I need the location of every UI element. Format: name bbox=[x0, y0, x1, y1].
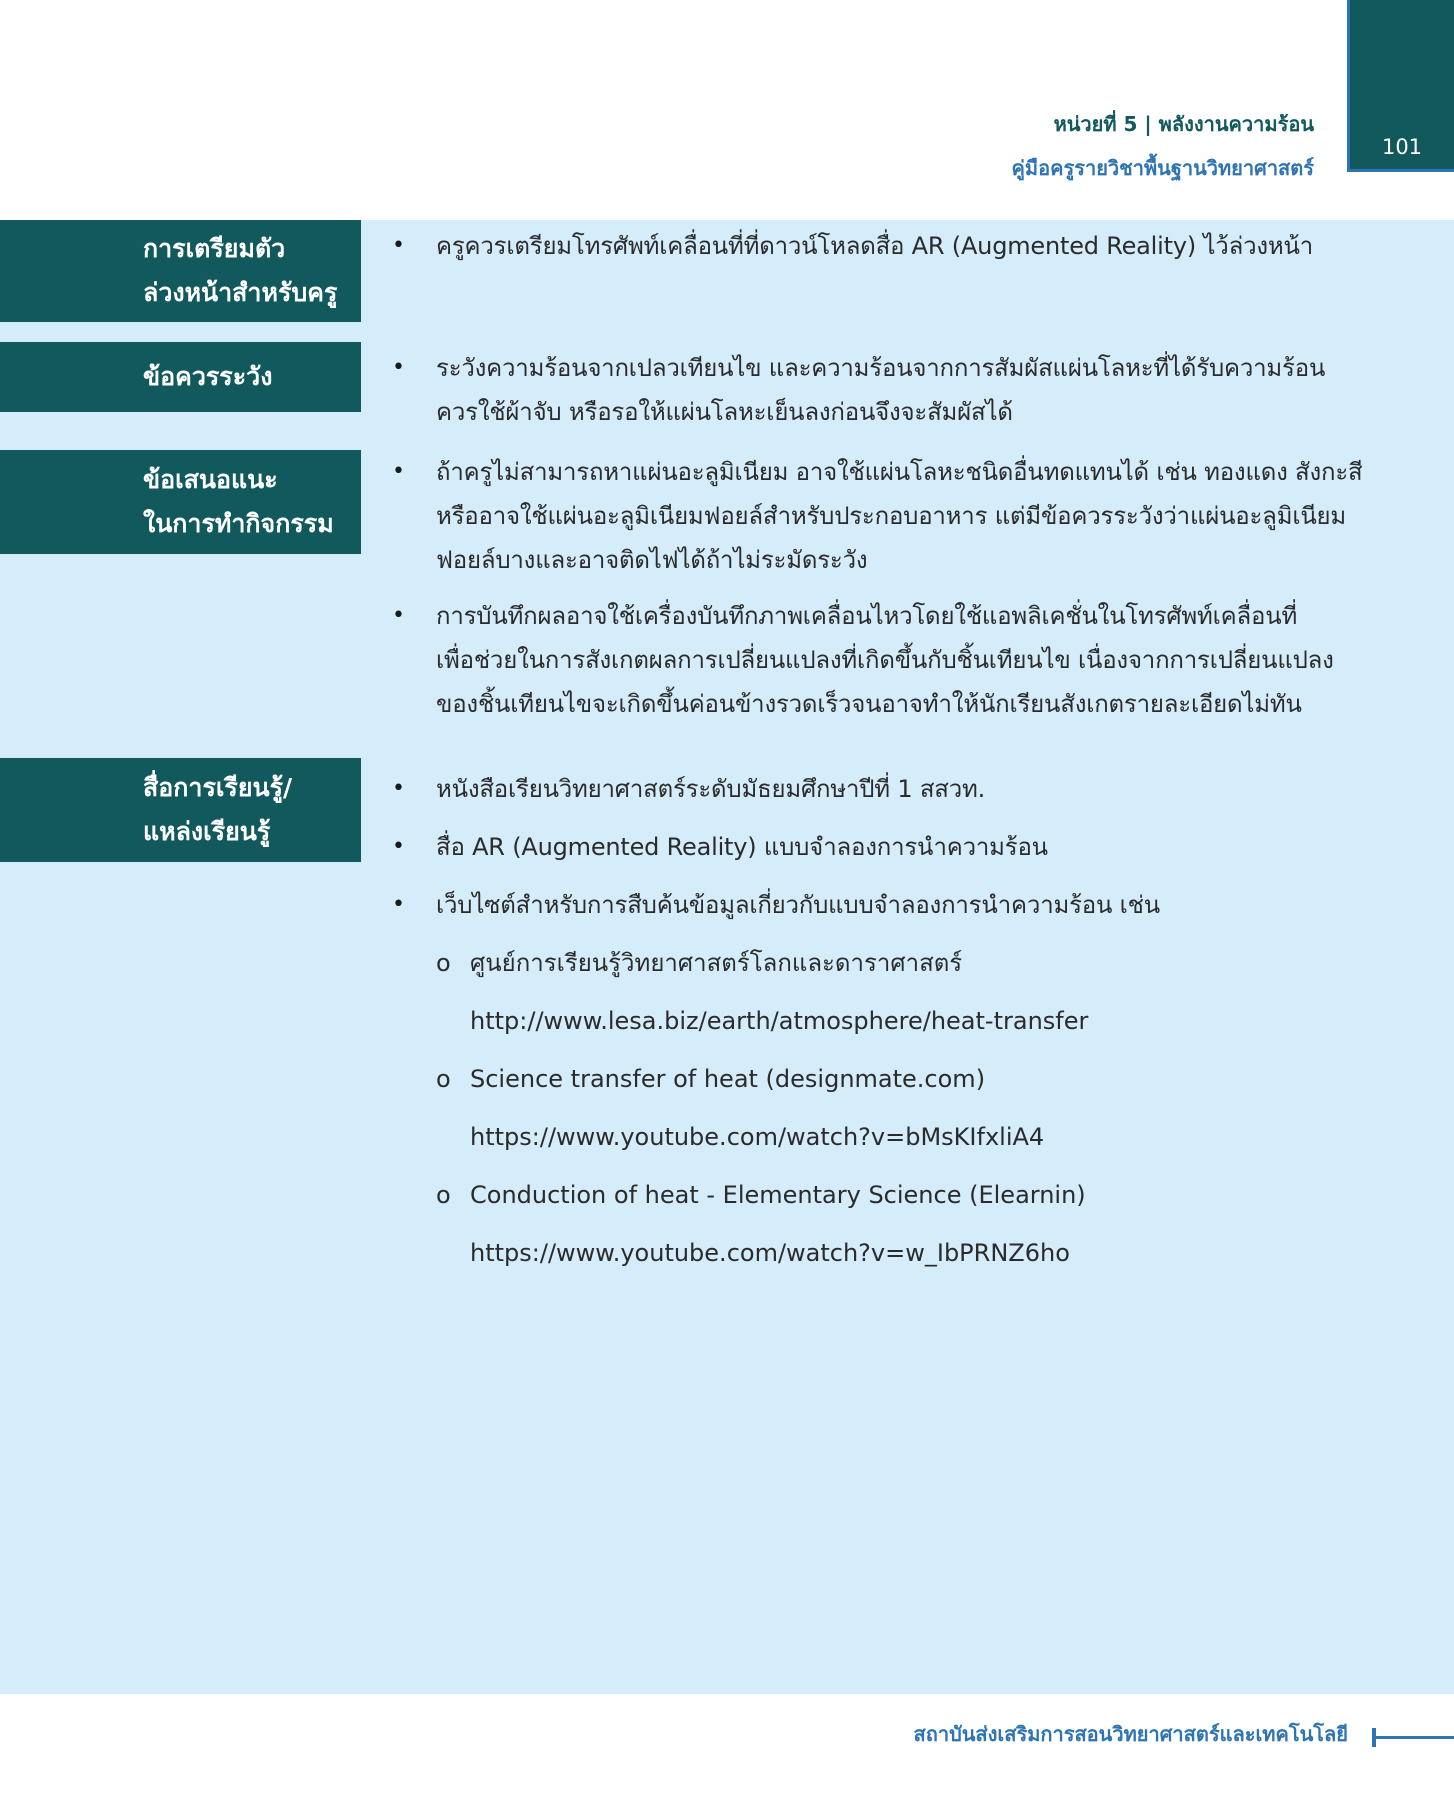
bullet-text: ครูควรเตรียมโทรศัพท์เคลื่อนที่ที่ดาวน์โหลดสื่อ AR (Augmented Reality) ไว้ล่วงหน้า bbox=[436, 232, 1313, 260]
unit-title: หน่วยที่ 5 | พลังงานความร้อน bbox=[1053, 112, 1314, 136]
bullet-icon: • bbox=[392, 459, 405, 484]
bullet-item bbox=[388, 818, 1388, 876]
resource-title: Conduction of heat - Elementary Science (Elearnin) bbox=[470, 1181, 1086, 1209]
bullet-icon: • bbox=[392, 834, 405, 859]
section-body-precautions bbox=[388, 346, 1388, 434]
footer-rule bbox=[1372, 1736, 1454, 1739]
section-body-teacher-preparation bbox=[388, 224, 1388, 268]
resource-title: Science transfer of heat (designmate.com) bbox=[470, 1065, 986, 1093]
bullet-text: ถ้าครูไม่สามารถหาแผ่นอะลูมิเนียม อาจใช้แผ่นโลหะชนิดอื่นทดแทนได้ เช่น ทองแดง สังกะสี bbox=[436, 458, 1363, 486]
resource-item-elearnin bbox=[388, 1166, 1388, 1224]
sub-bullet-icon: o bbox=[436, 949, 451, 977]
bullet-item bbox=[388, 594, 1388, 726]
bullet-icon: • bbox=[392, 603, 405, 628]
bullet-text: ควรใช้ผ้าจับ หรือรอให้แผ่นโลหะเย็นลงก่อนจึงจะสัมผัสได้ bbox=[436, 398, 1013, 426]
page-number-tab bbox=[1347, 0, 1454, 172]
sub-bullet-icon: o bbox=[436, 1181, 451, 1209]
label-line: การเตรียมตัว bbox=[143, 234, 286, 263]
resource-item-designmate bbox=[388, 1050, 1388, 1108]
label-line: ข้อเสนอแนะ bbox=[143, 465, 278, 494]
bullet-icon: • bbox=[392, 776, 405, 801]
bullet-text: การบันทึกผลอาจใช้เครื่องบันทึกภาพเคลื่อนไหวโดยใช้แอพลิเคชั่นในโทรศัพท์เคลื่อนที่ bbox=[436, 602, 1298, 630]
bullet-item bbox=[388, 346, 1388, 434]
label-line: ข้อควรระวัง bbox=[143, 362, 273, 391]
section-label-suggestions bbox=[0, 450, 361, 554]
bullet-text: ของชิ้นเทียนไขจะเกิดขึ้นค่อนข้างรวดเร็วจนอาจทำให้นักเรียนสังเกตรายละเอียดไม่ทัน bbox=[436, 690, 1302, 718]
bullet-text: หนังสือเรียนวิทยาศาสตร์ระดับมัธยมศึกษาปีที่ 1 สสวท. bbox=[436, 775, 986, 803]
sub-bullet-icon: o bbox=[436, 1065, 451, 1093]
section-body-learning-resources bbox=[388, 760, 1388, 1282]
page-number: 101 bbox=[1381, 135, 1423, 159]
section-label-precautions bbox=[0, 342, 361, 412]
book-title: คู่มือครูรายวิชาพื้นฐานวิทยาศาสตร์ bbox=[1011, 156, 1314, 180]
bullet-item bbox=[388, 224, 1388, 268]
bullet-text: เพื่อช่วยในการสังเกตผลการเปลี่ยนแปลงที่เกิดขึ้นกับชิ้นเทียนไข เนื่องจากการเปลี่ยนแปลง bbox=[436, 646, 1334, 674]
bullet-item bbox=[388, 450, 1388, 582]
label-line: ล่วงหน้าสำหรับครู bbox=[143, 278, 338, 307]
resource-url-lesa[interactable]: http://www.lesa.biz/earth/atmosphere/heat-transfer bbox=[470, 1007, 1089, 1035]
resource-url-designmate[interactable]: https://www.youtube.com/watch?v=bMsKIfxliA4 bbox=[470, 1123, 1045, 1151]
resource-title: ศูนย์การเรียนรู้วิทยาศาสตร์โลกและดาราศาสตร์ bbox=[470, 949, 963, 977]
label-line: ในการทำกิจกรรม bbox=[143, 509, 334, 538]
bullet-icon: • bbox=[392, 355, 405, 380]
section-body-suggestions bbox=[388, 450, 1388, 726]
section-label-teacher-preparation bbox=[0, 220, 361, 322]
bullet-item bbox=[388, 876, 1388, 934]
footer-institution: สถาบันส่งเสริมการสอนวิทยาศาสตร์และเทคโนโลยี bbox=[913, 1722, 1348, 1746]
section-label-learning-resources bbox=[0, 758, 361, 862]
bullet-text: ระวังความร้อนจากเปลวเทียนไข และความร้อนจากการสัมผัสแผ่นโลหะที่ได้รับความร้อน bbox=[436, 354, 1326, 382]
resource-item-lesa bbox=[388, 934, 1388, 992]
bullet-item bbox=[388, 760, 1388, 818]
label-line: แหล่งเรียนรู้ bbox=[143, 817, 271, 846]
bullet-icon: • bbox=[392, 233, 405, 258]
bullet-icon: • bbox=[392, 892, 405, 917]
bullet-text: หรืออาจใช้แผ่นอะลูมิเนียมฟอยล์สำหรับประกอบอาหาร แต่มีข้อควรระวังว่าแผ่นอะลูมิเนียม bbox=[436, 502, 1347, 530]
content-panel bbox=[0, 220, 1454, 1694]
bullet-text: เว็บไซต์สำหรับการสืบค้นข้อมูลเกี่ยวกับแบบจำลองการนำความร้อน เช่น bbox=[436, 891, 1160, 919]
label-line: สื่อการเรียนรู้/ bbox=[143, 773, 293, 802]
resource-url-elearnin[interactable]: https://www.youtube.com/watch?v=w_IbPRNZ6ho bbox=[470, 1239, 1070, 1267]
bullet-text: สื่อ AR (Augmented Reality) แบบจำลองการนำความร้อน bbox=[436, 833, 1048, 861]
bullet-text: ฟอยล์บางและอาจติดไฟได้ถ้าไม่ระมัดระวัง bbox=[436, 546, 868, 574]
